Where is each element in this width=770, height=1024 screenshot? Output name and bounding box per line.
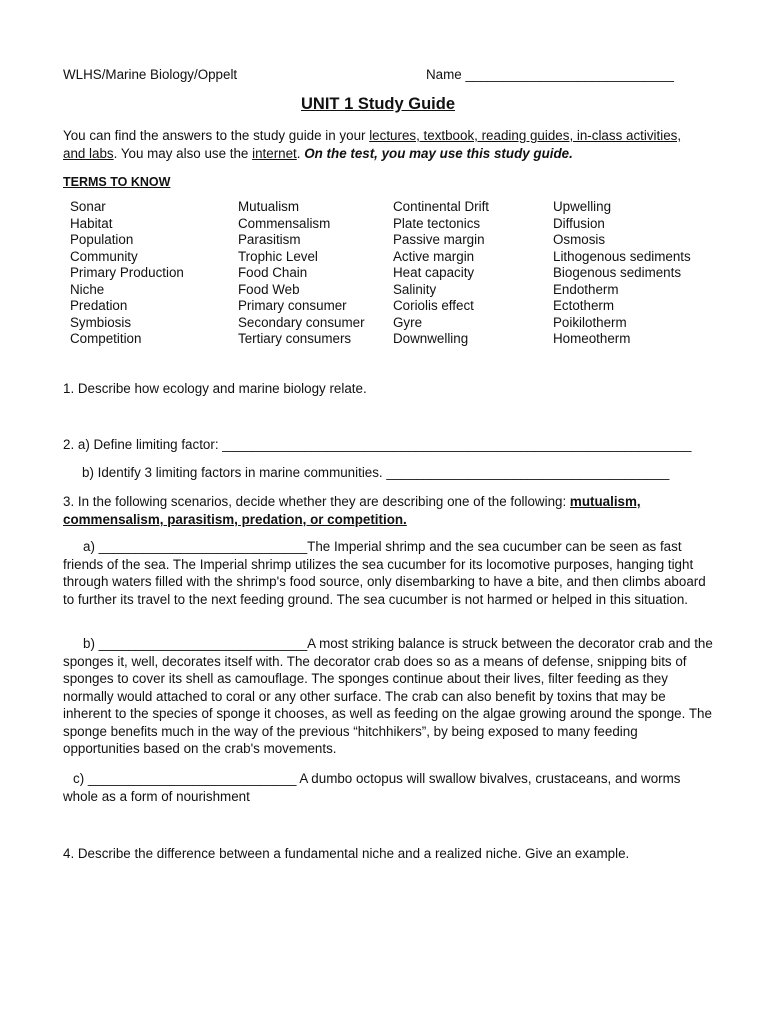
question-3-intro-line-1 xyxy=(63,493,641,510)
term: Endotherm xyxy=(553,281,619,297)
question-3b-text: A most striking balance is struck between the decorator crab and the sponges it, well, decorates itself with. The decorator crab does so as a means of defense, snipping bits of sponges to cover its shell as camouflage. The sponges continue about their lives, filter feeding as they normally would attached to coral or any other surface. The crab can also benefit by toxins that may be inherent to the species of sponge it chooses, as well as feeding on the algae growing around the sponge. The sponge benefits much in the way of the previous “hitchhikers”, by being exposed to many feeding opportunities based on the crab's movements. xyxy=(63,636,713,756)
term: Primary consumer xyxy=(238,298,347,313)
term: Commensalism xyxy=(238,215,331,231)
intro-sources: lectures, textbook, reading guides, in-class activities, xyxy=(369,128,682,143)
question-3c xyxy=(63,770,683,805)
question-1: 1. Describe how ecology and marine biology relate. xyxy=(63,381,367,396)
intro-line-1 xyxy=(63,127,681,144)
term: Coriolis effect xyxy=(393,298,474,313)
term: Secondary consumer xyxy=(238,314,365,330)
term: Upwelling xyxy=(553,199,612,214)
name-field-label: Name ____________________________ xyxy=(426,67,674,82)
term: Poikilotherm xyxy=(553,314,627,330)
term: Plate tectonics xyxy=(393,215,481,231)
question-3a-blank: a) ____________________________ xyxy=(83,539,308,554)
intro-test-note: On the test, you may use this study guide. xyxy=(304,146,573,161)
term: Parasitism xyxy=(238,232,301,247)
terms-column-2 xyxy=(238,199,365,348)
term: Competition xyxy=(70,331,142,346)
terms-column-4 xyxy=(553,199,691,348)
term: Mutualism xyxy=(238,199,300,214)
term: Food Chain xyxy=(238,265,308,280)
term: Gyre xyxy=(393,314,423,330)
term: Ectotherm xyxy=(553,298,615,313)
question-3-intro: 3. In the following scenarios, decide whether they are describing one of the following: xyxy=(63,494,570,509)
term: Symbiosis xyxy=(70,314,132,330)
question-3-options-2: commensalism, parasitism, predation, or competition. xyxy=(63,512,407,527)
question-3a xyxy=(63,538,713,608)
term: Homeotherm xyxy=(553,331,631,346)
term: Habitat xyxy=(70,215,113,231)
term: Diffusion xyxy=(553,215,605,231)
term: Community xyxy=(70,248,138,264)
term: Passive margin xyxy=(393,232,485,247)
intro-line-2 xyxy=(63,145,573,162)
intro-internet: internet xyxy=(252,146,297,161)
term: Biogenous sediments xyxy=(553,265,682,280)
term: Tertiary consumers xyxy=(238,331,352,346)
terms-heading: TERMS TO KNOW xyxy=(63,175,171,189)
question-3c-text: A dumbo octopus will swallow bivalves, crustaceans, and worms whole as a form of nourishment xyxy=(63,771,681,804)
question-3-options-1: mutualism, xyxy=(569,494,641,509)
term: Sonar xyxy=(70,199,106,214)
question-3b-blank: b) ____________________________ xyxy=(83,636,308,651)
term: Predation xyxy=(70,298,128,313)
intro-text-1: You can find the answers to the study guide in your xyxy=(63,128,370,143)
terms-column-1 xyxy=(70,199,184,348)
term: Food Web xyxy=(238,281,300,297)
question-3c-blank: c) ____________________________ xyxy=(73,771,297,786)
term: Heat capacity xyxy=(393,265,475,280)
question-3a-text: The Imperial shrimp and the sea cucumber can be seen as fast friends of the sea. The Imperial shrimp utilizes the sea cucumber for its locomotive purposes, hanging tight through waters filled with the shrimp's food source, only disembarking to have a bite, and then climbs aboard to further its travel to the next feeding ground. The sea cucumber is not harmed or helped in this situation. xyxy=(63,539,706,607)
intro-text-2: . You may also use the xyxy=(113,146,253,161)
question-2b: b) Identify 3 limiting factors in marine communities. ______________________________________ xyxy=(82,465,670,480)
term: Trophic Level xyxy=(238,248,318,264)
course-header: WLHS/Marine Biology/Oppelt xyxy=(63,67,238,82)
page-title: UNIT 1 Study Guide xyxy=(301,95,456,113)
term: Downwelling xyxy=(393,331,469,346)
question-2a: 2. a) Define limiting factor: _______________________________________________________________ xyxy=(63,437,692,452)
term: Population xyxy=(70,232,134,247)
term: Continental Drift xyxy=(393,199,490,214)
term: Active margin xyxy=(393,248,475,264)
question-4: 4. Describe the difference between a fundamental niche and a realized niche. Give an example. xyxy=(63,846,630,861)
term: Niche xyxy=(70,281,105,297)
term: Primary Production xyxy=(70,265,184,280)
term: Osmosis xyxy=(553,232,606,247)
question-3b xyxy=(63,635,713,758)
intro-text-3: . xyxy=(296,146,305,161)
intro-labs: and labs xyxy=(63,146,114,161)
term: Salinity xyxy=(393,281,437,297)
term: Lithogenous sediments xyxy=(553,248,691,264)
terms-column-3 xyxy=(393,199,489,348)
